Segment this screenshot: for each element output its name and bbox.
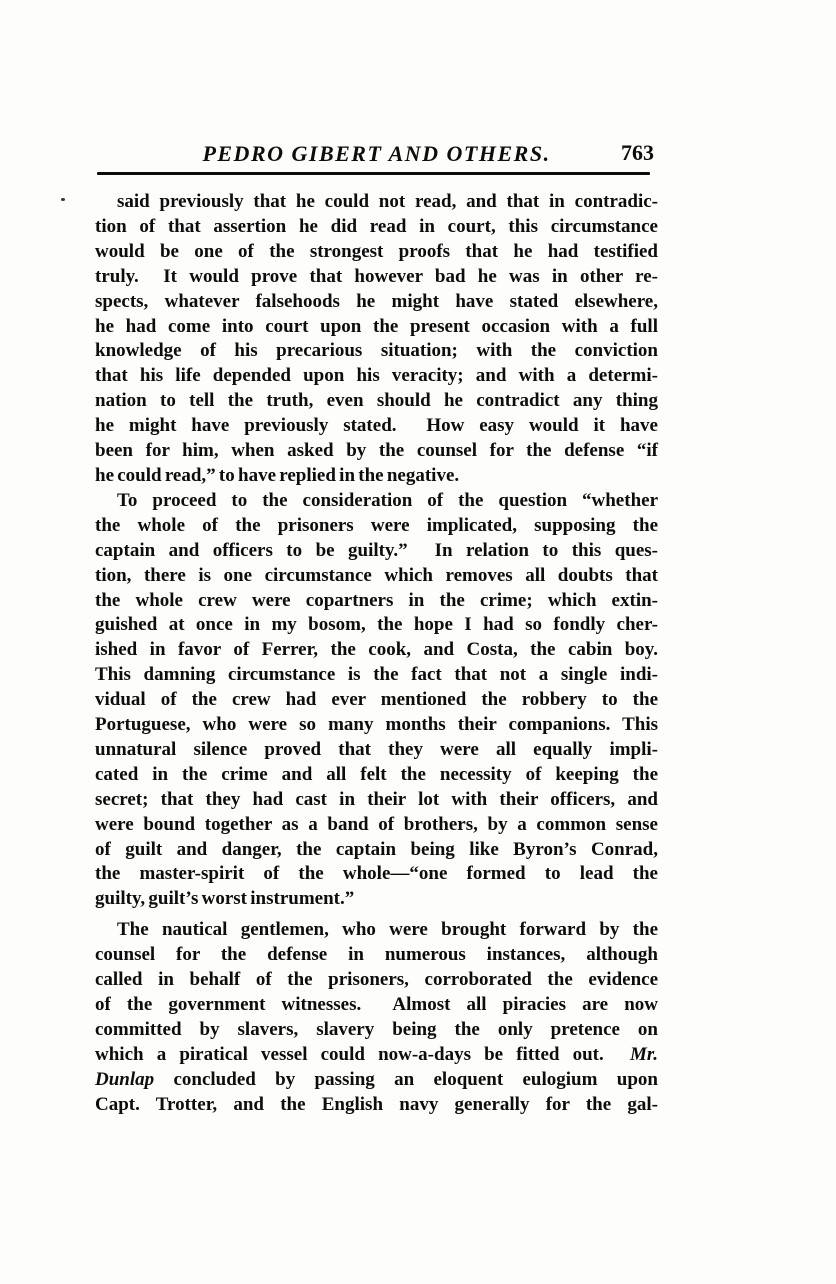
text-line (95, 738, 658, 763)
italic-text: Dunlap (95, 1068, 155, 1090)
text-segment: ished in favor of Ferrer, the cook, and Costa, the cabin boy. (95, 639, 658, 661)
header-rule (97, 172, 650, 175)
text-segment: cated in the crime and all felt the necessity of keeping the (95, 763, 658, 785)
text-segment: tion of that assertion he did read in court, this circumstance (95, 215, 658, 237)
text-line (95, 1068, 658, 1093)
text-segment: secret; that they had cast in their lot with their officers, and (95, 788, 658, 810)
text-segment: were bound together as a band of brothers, by a common sense (95, 813, 658, 835)
text-segment: This damning circumstance is the fact that not a single indi- (95, 664, 658, 686)
text-line (95, 339, 658, 364)
text-segment: which a piratical vessel could now-a-days be fitted out. (95, 1043, 630, 1065)
paragraph (95, 190, 658, 489)
text-line (95, 265, 658, 290)
text-segment: vidual of the crew had ever mentioned the robbery to the (95, 689, 658, 711)
text-segment: that his life depended upon his veracity; and with a determi- (95, 365, 658, 387)
text-line (95, 813, 658, 838)
text-segment: of the government witnesses. Almost all piracies are now (95, 994, 658, 1015)
text-segment: would be one of the strongest proofs that he had testified (95, 240, 658, 262)
text-line (95, 190, 658, 215)
text-line (95, 713, 658, 738)
text-line (95, 1093, 658, 1118)
text-line (95, 968, 658, 993)
text-line (95, 439, 658, 464)
text-line (95, 364, 658, 389)
text-segment: spects, whatever falsehoods he might have stated elsewhere, (95, 290, 658, 312)
text-line (95, 613, 658, 638)
text-segment: said previously that he could not read, and that in contradic- (117, 191, 658, 212)
scan-artifact-dot (61, 198, 65, 201)
text-segment: The nautical gentlemen, who were brought forward by the (117, 919, 658, 941)
text-line (95, 688, 658, 713)
text-line (95, 215, 658, 240)
text-line (95, 663, 658, 688)
text-segment: knowledge of his precarious situation; with the conviction (95, 340, 658, 362)
text-line (95, 240, 658, 265)
text-line (95, 564, 658, 589)
text-segment: Capt. Trotter, and the English navy generally for the gal- (95, 1093, 658, 1115)
text-line (95, 589, 658, 614)
text-line (95, 1043, 658, 1068)
running-title: PEDRO GIBERT AND OTHERS. (202, 141, 551, 166)
running-head (95, 141, 658, 167)
text-segment: counsel for the defense in numerous instances, although (95, 944, 658, 966)
text-segment: of guilt and danger, the captain being like Byron’s Conrad, (95, 838, 658, 860)
text-line (95, 514, 658, 539)
text-line (95, 763, 658, 788)
text-segment: concluded by passing an eloquent eulogium upon (154, 1068, 658, 1090)
text-segment: guished at once in my bosom, the hope I had so fondly cher- (95, 614, 658, 636)
paragraph (95, 489, 658, 912)
text-line (95, 1018, 658, 1043)
text-segment: unnatural silence proved that they were all equally impli- (95, 738, 658, 760)
text-line (95, 489, 658, 514)
text-segment: tion, there is one circumstance which removes all doubts that (95, 564, 658, 586)
text-segment: truly. It would prove that however bad he was in other re- (95, 265, 658, 287)
text-segment: To proceed to the consideration of the question “whether (117, 489, 658, 511)
text-line (95, 539, 658, 564)
text-segment: committed by slavers, slavery being the only pretence on (95, 1018, 658, 1040)
italic-text: Mr. (630, 1043, 658, 1065)
paragraph (95, 918, 658, 1117)
text-line (95, 838, 658, 863)
text-line (95, 918, 658, 943)
text-line (95, 993, 658, 1018)
text-segment: he had come into court upon the present occasion with a full (95, 315, 658, 337)
text-segment: the whole crew were copartners in the crime; which extin- (95, 589, 658, 611)
text-segment: guilty, guilt’s worst instrument.” (95, 888, 355, 910)
text-segment: the master-spirit of the whole—“one formed to lead the (95, 863, 658, 885)
text-line (95, 887, 658, 912)
text-segment: he might have previously stated. How easy would it have (95, 415, 658, 437)
text-line (95, 290, 658, 315)
text-line (95, 389, 658, 414)
text-line (95, 414, 658, 439)
text-line (95, 862, 658, 887)
text-segment: nation to tell the truth, even should he contradict any thing (95, 390, 658, 412)
text-segment: been for him, when asked by the counsel for the defense “if (95, 440, 658, 462)
text-segment: the whole of the prisoners were implicated, supposing the (95, 514, 658, 536)
text-segment: he could read,” to have replied in the negative. (95, 464, 460, 486)
text-segment: captain and officers to be guilty.” In relation to this ques- (95, 539, 658, 561)
text-line (95, 943, 658, 968)
text-line (95, 464, 658, 489)
text-line (95, 788, 658, 813)
page-number: 763 (621, 140, 654, 165)
page-body (95, 190, 658, 1118)
text-line (95, 638, 658, 663)
text-segment: Portuguese, who were so many months their companions. This (95, 714, 658, 736)
text-segment: called in behalf of the prisoners, corroborated the evidence (95, 969, 658, 991)
text-line (95, 315, 658, 340)
